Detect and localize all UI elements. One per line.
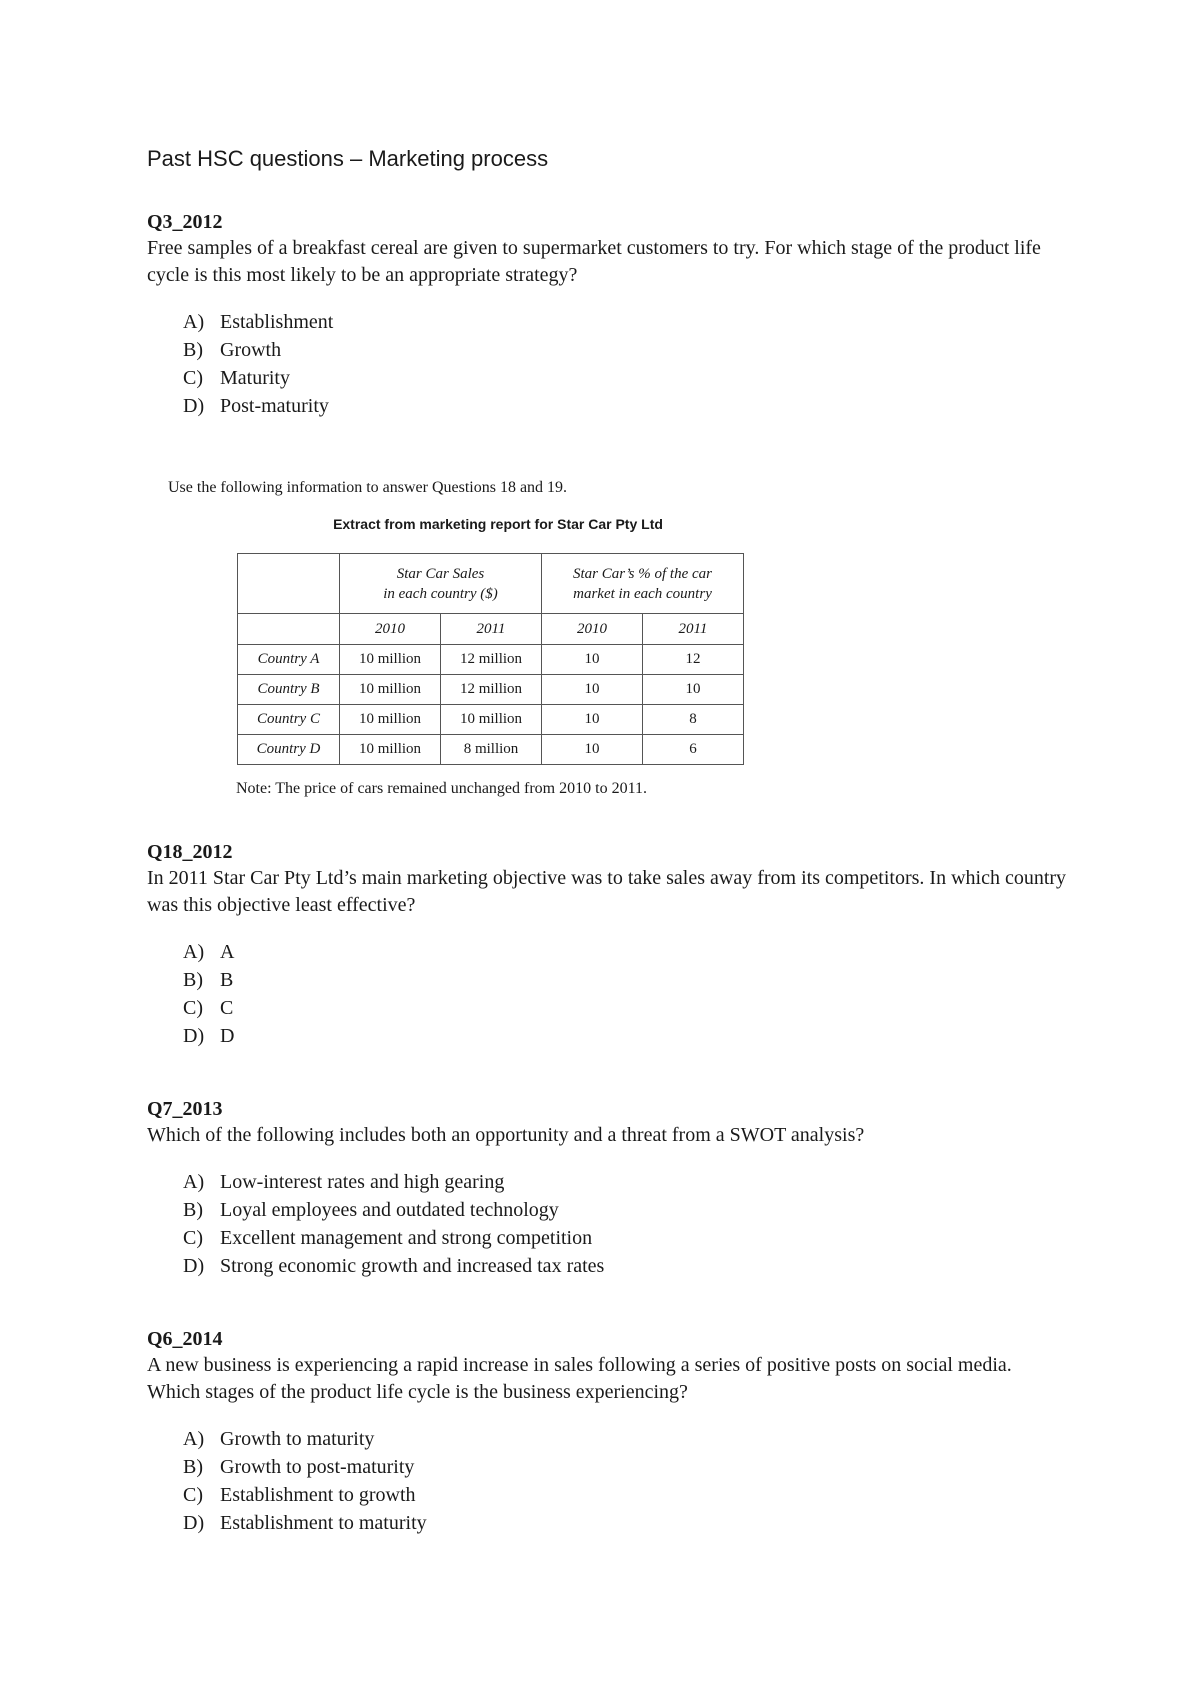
option-letter: C) (183, 367, 203, 389)
option-letter: B) (183, 339, 203, 361)
answer-option-a (183, 938, 1067, 966)
answer-option-c (183, 1481, 1067, 1509)
answer-option-c (183, 364, 1067, 392)
table-cell: 8 (643, 705, 744, 735)
option-text: Growth (220, 339, 282, 361)
option-letter: A) (183, 311, 205, 333)
question-heading: Q3_2012 (147, 211, 223, 233)
answer-option-d (183, 1252, 1067, 1280)
table-cell: 10 million (340, 705, 441, 735)
answer-option-b (183, 1453, 1067, 1481)
option-text: Establishment to maturity (220, 1512, 427, 1534)
option-letter: A) (183, 1428, 205, 1450)
header-sales-line2: in each country ($) (383, 585, 498, 602)
year-header: 2010 (340, 614, 441, 645)
question-heading: Q6_2014 (147, 1328, 223, 1350)
table-cell: 10 million (340, 675, 441, 705)
option-text: A (220, 941, 235, 963)
option-text: Strong economic growth and increased tax rates (220, 1255, 605, 1277)
option-text: Establishment to growth (220, 1484, 416, 1506)
option-text: Maturity (220, 367, 290, 389)
table-cell: 12 million (441, 645, 542, 675)
table-cell: 10 million (441, 705, 542, 735)
option-letter: B) (183, 1199, 203, 1221)
answer-option-d (183, 1022, 1067, 1050)
option-text: Growth to post-maturity (220, 1456, 415, 1478)
option-letter: C) (183, 1227, 203, 1249)
option-text: B (220, 969, 234, 991)
answer-option-a (183, 1425, 1067, 1453)
option-letter: C) (183, 997, 203, 1019)
answer-option-c (183, 994, 1067, 1022)
answer-options (147, 1425, 1067, 1537)
table-row (238, 705, 744, 735)
answer-option-c (183, 1224, 1067, 1252)
page-title: Past HSC questions – Marketing process (147, 146, 549, 171)
option-letter: A) (183, 941, 205, 963)
answer-option-b (183, 966, 1067, 994)
row-label: Country C (238, 705, 340, 735)
year-header: 2011 (441, 614, 542, 645)
question-heading: Q18_2012 (147, 841, 233, 863)
table-cell: 6 (643, 735, 744, 765)
table-cell: 10 million (340, 645, 441, 675)
question-text: Free samples of a breakfast cereal are given to supermarket customers to try. For which stage of the product life cycle is this most likely to be an appropriate strategy? (147, 237, 1041, 286)
question-q18-2012 (147, 839, 1067, 1050)
question-q3-2012 (147, 209, 1067, 420)
answer-option-d (183, 392, 1067, 420)
row-label: Country D (238, 735, 340, 765)
answer-options (147, 1168, 1067, 1280)
answer-option-a (183, 1168, 1067, 1196)
year-header: 2011 (643, 614, 744, 645)
answer-option-d (183, 1509, 1067, 1537)
question-text: Which of the following includes both an opportunity and a threat from a SWOT analysis? (147, 1124, 865, 1146)
question-q7-2013 (147, 1096, 1067, 1280)
row-label: Country A (238, 645, 340, 675)
table-row (238, 675, 744, 705)
table-cell: 10 (542, 675, 643, 705)
option-text: C (220, 997, 234, 1019)
option-text: Excellent management and strong competition (220, 1227, 593, 1249)
table-cell: 12 million (441, 675, 542, 705)
option-letter: B) (183, 1456, 203, 1478)
option-text: Low-interest rates and high gearing (220, 1171, 505, 1193)
option-text: Establishment (220, 311, 334, 333)
option-text: Growth to maturity (220, 1428, 375, 1450)
answer-option-a (183, 308, 1067, 336)
option-letter: A) (183, 1171, 205, 1193)
option-letter: C) (183, 1484, 203, 1506)
answer-options (147, 938, 1067, 1050)
option-letter: D) (183, 1255, 205, 1277)
question-text: In 2011 Star Car Pty Ltd’s main marketing objective was to take sales away from its competitors. In which country was this objective least effective? (147, 867, 1067, 916)
option-text: D (220, 1025, 235, 1047)
answer-option-b (183, 336, 1067, 364)
table-cell: 10 (643, 675, 744, 705)
figure-intro: Use the following information to answer Questions 18 and 19. (168, 479, 568, 496)
header-sales-line1: Star Car Sales (396, 565, 485, 582)
table-cell: 10 (542, 705, 643, 735)
table-cell: 8 million (441, 735, 542, 765)
question-text: A new business is experiencing a rapid increase in sales following a series of positive posts on social media. Which stages of the product life cycle is the business experiencing? (147, 1354, 1012, 1403)
table-empty-cell (238, 614, 340, 645)
question-heading: Q7_2013 (147, 1098, 223, 1120)
header-market-share (542, 554, 744, 614)
option-text: Post-maturity (220, 395, 329, 417)
header-share-line1: Star Car’s % of the car (572, 565, 713, 582)
header-share-line2: market in each country (573, 585, 712, 602)
option-letter: D) (183, 1512, 205, 1534)
table-cell: 10 million (340, 735, 441, 765)
table-cell: 12 (643, 645, 744, 675)
question-q6-2014 (147, 1326, 1067, 1537)
option-text: Loyal employees and outdated technology (220, 1199, 559, 1221)
table-row (238, 645, 744, 675)
option-letter: D) (183, 395, 205, 417)
table-row (238, 735, 744, 765)
row-label: Country B (238, 675, 340, 705)
marketing-report-figure (168, 478, 788, 797)
sales-table (237, 553, 744, 765)
answer-option-b (183, 1196, 1067, 1224)
figure-title: Extract from marketing report for Star Car Pty Ltd (333, 516, 663, 532)
table-cell: 10 (542, 645, 643, 675)
figure-note: Note: The price of cars remained unchanged from 2010 to 2011. (236, 780, 647, 797)
answer-options (147, 308, 1067, 420)
header-sales (340, 554, 542, 614)
table-corner-cell (238, 554, 340, 614)
year-header: 2010 (542, 614, 643, 645)
option-letter: D) (183, 1025, 205, 1047)
table-cell: 10 (542, 735, 643, 765)
option-letter: B) (183, 969, 203, 991)
